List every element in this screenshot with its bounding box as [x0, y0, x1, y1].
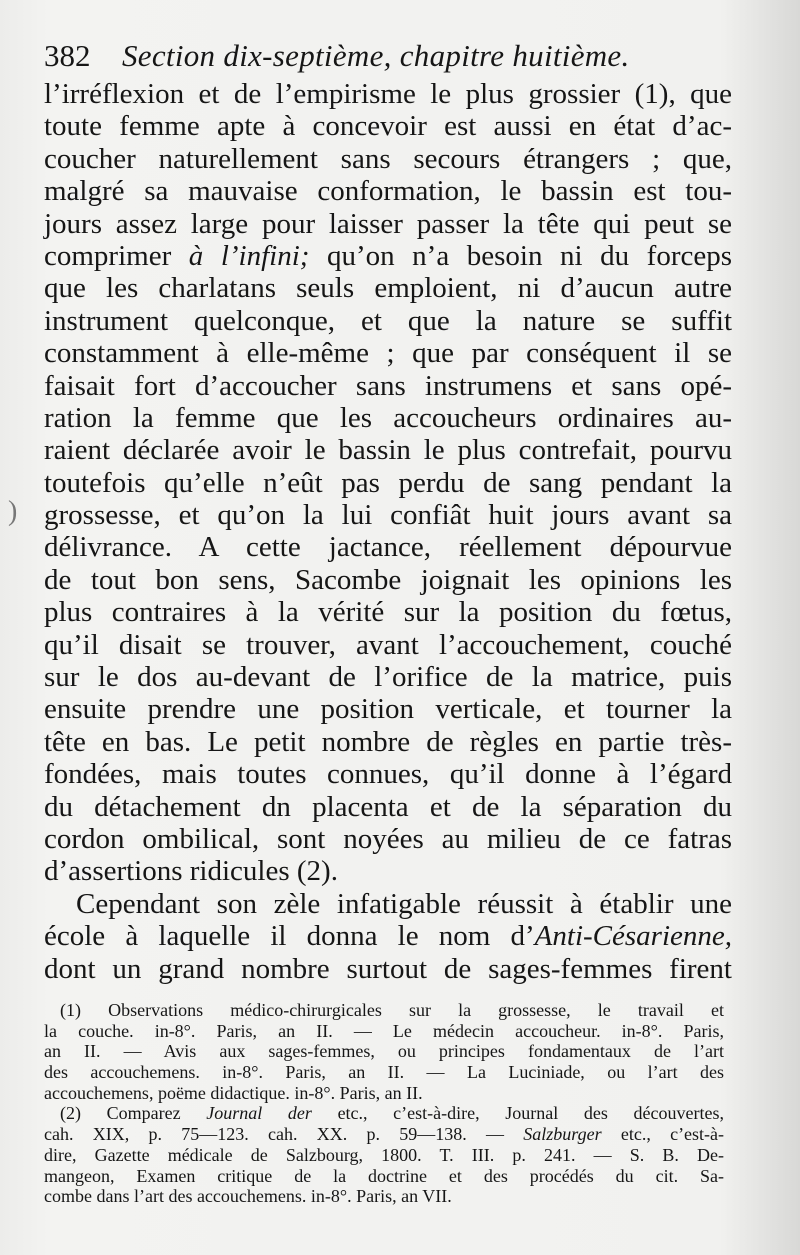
- text-span: comprimer: [44, 239, 172, 272]
- body-text: [44, 78, 732, 985]
- text-line: tête en bas. Le petit nombre de règles en partie très-: [44, 725, 732, 758]
- text-line: grossesse, et qu’on la lui confiât huit jours avant sa: [44, 499, 732, 532]
- text-line: constamment à elle-même ; que par conséquent il se: [44, 337, 732, 370]
- text-line: raient déclarée avoir le bassin le plus contrefait, pourvu: [44, 434, 732, 467]
- text-line: l’irréflexion et de l’empirisme le plus grossier (1), que: [44, 78, 732, 110]
- text-line: ration la femme que les accoucheurs ordinaires au-: [44, 401, 732, 434]
- text-span: école à laquelle il donna le nom d’: [44, 920, 535, 953]
- text-span: etc., c’est-à-dire, Journal des découvertes,: [337, 1103, 725, 1124]
- text-span: (2) Comparez: [60, 1103, 181, 1124]
- footnotes: [44, 1000, 724, 1207]
- page-header: [44, 34, 744, 78]
- italic-phrase: Journal der: [206, 1103, 312, 1124]
- text-line: que les charlatans seuls emploient, ni d’aucun autre: [44, 272, 732, 305]
- text-line: qu’il disait se trouver, avant l’accouchement, couché: [44, 628, 732, 661]
- text-line: Cependant son zèle infatigable réussit à établir une: [76, 887, 732, 920]
- text-line: [44, 920, 732, 952]
- text-span: qu’on n’a besoin ni du forceps: [326, 239, 732, 272]
- footnote-line: [44, 1124, 724, 1145]
- text-line: malgré sa mauvaise conformation, le bassin est tou-: [44, 175, 732, 208]
- footnote-line: mangeon, Examen critique de la doctrine et des procédés du cit. Sa-: [44, 1165, 724, 1186]
- text-line: délivrance. A cette jactance, réellement dépourvue: [44, 531, 732, 564]
- text-line: [44, 240, 732, 272]
- text-line: ensuite prendre une position verticale, et tourner la: [44, 693, 732, 726]
- text-line: toutefois qu’elle n’eût pas perdu de sang pendant la: [44, 466, 732, 499]
- text-line: faisait fort d’accoucher sans instrumens et sans opé-: [44, 369, 732, 402]
- footnote-line: combe dans l’art des accouchemens. in-8°. Paris, an VII.: [44, 1186, 452, 1207]
- text-span: etc., c’est-à-: [620, 1124, 725, 1145]
- page-number: 382: [44, 38, 91, 73]
- text-line: toute femme apte à concevoir est aussi en état d’ac-: [44, 110, 732, 143]
- footnote-line: (1) Observations médico-chirurgicales sur la grossesse, le travail et: [60, 1000, 724, 1020]
- text-line: sur le dos au-devant de l’orifice de la matrice, puis: [44, 661, 732, 694]
- text-line: du détachement dn placenta et de la séparation du: [44, 790, 732, 823]
- running-head: Section dix-septième, chapitre huitième.: [122, 38, 630, 73]
- text-line: fondées, mais toutes connues, qu’il donne à l’égard: [44, 758, 732, 791]
- italic-phrase: Salzburger: [523, 1124, 602, 1145]
- footnote-line: [44, 1103, 724, 1124]
- text-line: de tout bon sens, Sacombe joignait les opinions les: [44, 563, 732, 596]
- margin-mark: ): [8, 496, 18, 527]
- footnote-line: an II. — Avis aux sages-femmes, ou principes fondamentaux de l’art: [44, 1041, 724, 1062]
- footnote-line: dire, Gazette médicale de Salzbourg, 1800. T. III. p. 241. — S. B. De-: [44, 1144, 724, 1165]
- text-line: instrument quelconque, et que la nature se suffit: [44, 304, 732, 337]
- text-span: cah. XIX, p. 75—123. cah. XX. p. 59—138. —: [44, 1124, 504, 1145]
- italic-phrase: Anti-Césarienne,: [534, 920, 732, 953]
- text-line: dont un grand nombre surtout de sages-femmes firent: [44, 952, 732, 985]
- text-line: coucher naturellement sans secours étrangers ; que,: [44, 142, 732, 175]
- text-line: d’assertions ridicules (2).: [44, 855, 338, 888]
- italic-phrase: à l’infini;: [188, 239, 310, 272]
- text-line: cordon ombilical, sont noyées au milieu de ce fatras: [44, 822, 732, 855]
- text-line: plus contraires à la vérité sur la position du fœtus,: [44, 596, 732, 629]
- text-line: jours assez large pour laisser passer la tête qui peut se: [44, 207, 732, 240]
- footnote-line: accouchemens, poëme didactique. in-8°. Paris, an II.: [44, 1082, 423, 1103]
- footnote-line: la couche. in-8°. Paris, an II. — Le médecin accoucheur. in-8°. Paris,: [44, 1020, 724, 1041]
- footnote-line: des accouchemens. in-8°. Paris, an II. — La Luciniade, ou l’art des: [44, 1062, 724, 1083]
